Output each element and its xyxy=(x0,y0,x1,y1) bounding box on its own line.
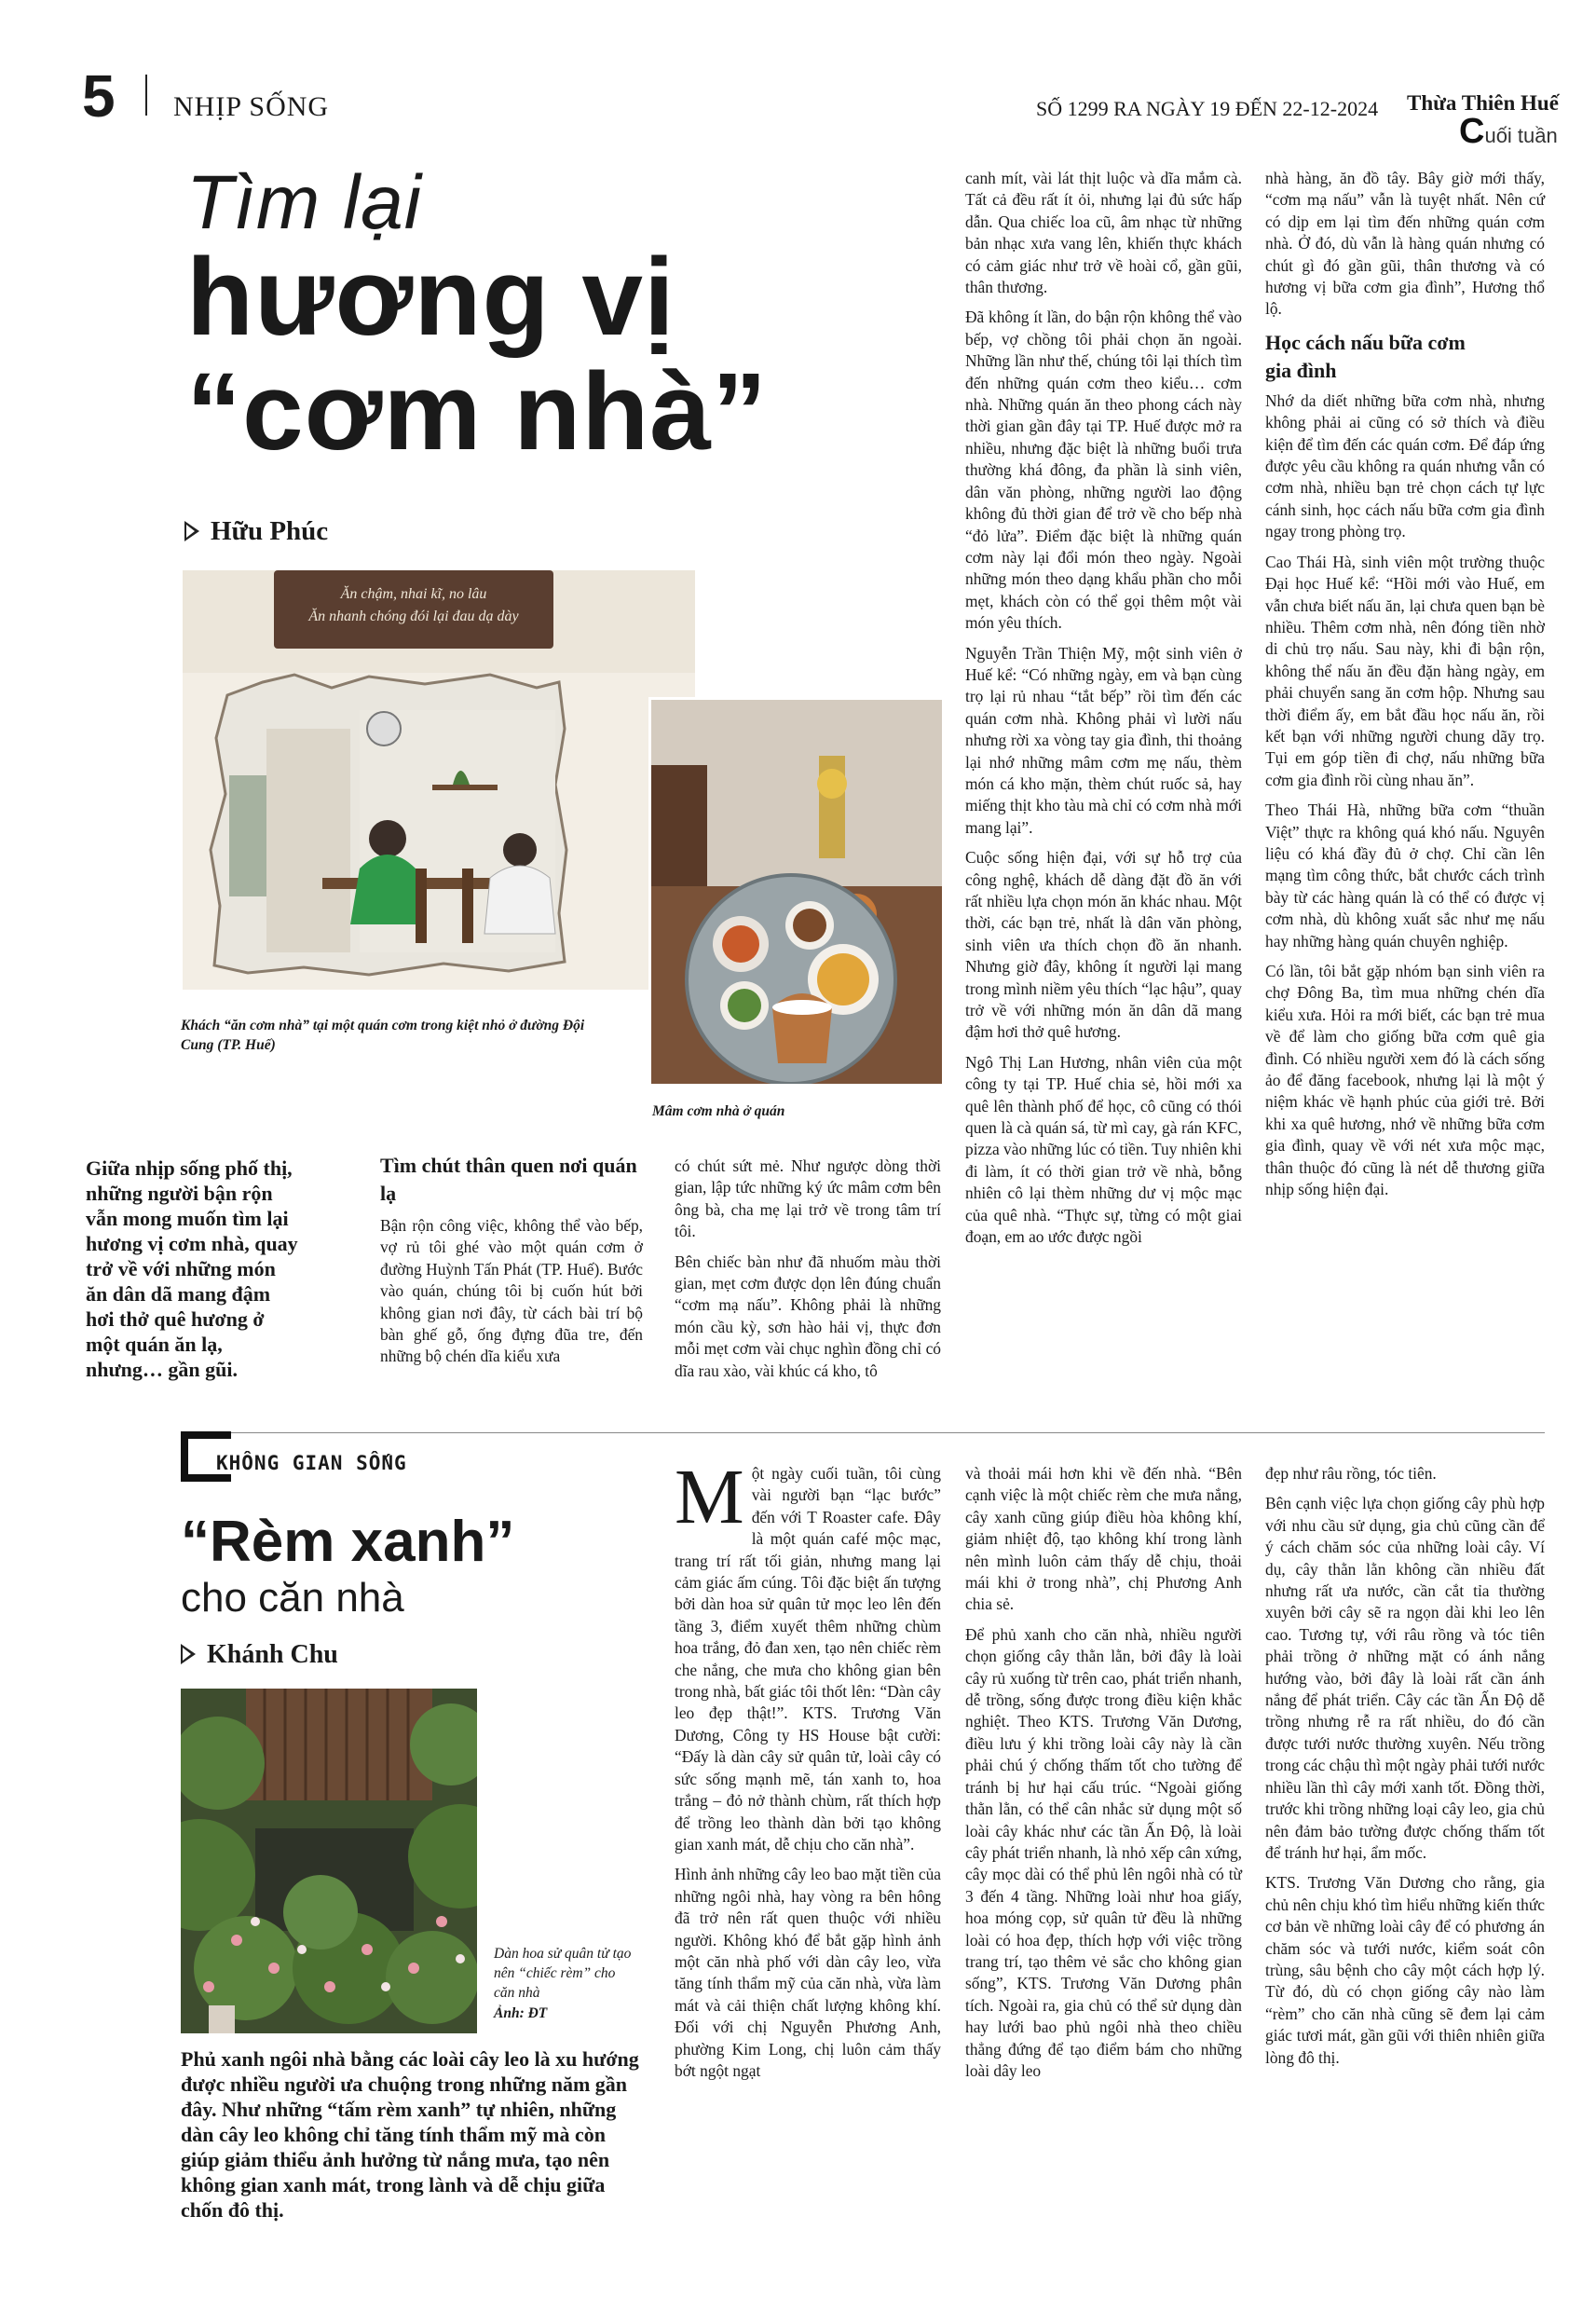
title-line-1: Tìm lại xyxy=(186,160,422,245)
paragraph: Cuộc sống hiện đại, với sự hỗ trợ của công nghệ, khách dễ dàng đặt đồ ăn với rất nhiều lựa chọn món ăn khác nhau. Một thời, các bạn trẻ, nhất là dân văn phòng, sinh viên ưa thích chọn đồ ăn nhanh. Nhưng giờ đây, không ít người lại mang trong mình niềm yêu thích “lạc hậu”, quay trở về với những món ăn dân dã mang đậm hơi thở quê hương. xyxy=(965,848,1242,1042)
paragraph: Nhớ da diết những bữa cơm nhà, nhưng không phải ai cũng có sở thích và điều kiện để tìm đến các quán cơm. Để đáp ứng được yêu cầu không ra quán nhưng vẫn có cơm nhà, nhiều bạn trẻ chọn cách tự lực cánh sinh, học cách nấu bữa cơm gia đình ngay trong phòng trọ. xyxy=(1265,390,1545,541)
article1-title xyxy=(186,160,768,475)
triangle-icon xyxy=(181,1644,196,1664)
paragraph: Đã không ít lần, do bận rộn không thể vào bếp, vợ chồng tôi phải chọn ăn ngoài. Những lần như thế, chúng tôi lại thích tìm đến những quán cơm theo kiểu… cơm nhà. Những quán ăn theo phong cách này thời gian gần đây tại TP. Huế được mở ra nhiều, nhưng đặc biệt là những buổi trưa thường khá đông, đa phần là sinh viên, dân văn phòng, những người lao động không đủ thời gian để trở về cho bếp nhà “đỏ lửa”. Điểm đặc biệt là những quán cơm này lại đổi món theo ngày. Ngoài những món theo dạng khẩu phần cho mỗi mẹt, khách còn có thể gọi thêm một vài món yêu thích. xyxy=(965,308,1242,633)
paragraph: và thoải mái hơn khi về đến nhà. “Bên cạnh việc là một chiếc rèm che mưa nắng, cây xanh cũng giúp điều hòa không khí, giảm nhiệt độ, tạo không khí trong lành nên mình luôn cảm thấy dễ chịu, thoải mái khi ở trong nhà”, chị Phương Anh chia sẻ. xyxy=(965,1464,1242,1614)
paragraph: KTS. Trương Văn Dương cho rằng, gia chủ nên chịu khó tìm hiểu những kiến thức cơ bản về những loài cây để có phương án chăm sóc và tưới nước, kiểm soát côn trùng, sâu bệnh cho cây một cách hợp lý. Từ đó, dù có chọn giống cây nào làm “rèm” cho căn nhà cũng sẽ đem lại cảm giác tươi mát, gần gũi với thiên nhiên giữa lòng đô thị. xyxy=(1265,1873,1545,2067)
subheading-1: Tìm chút thân quen nơi quán lạ xyxy=(380,1154,637,1205)
title-line-2: cho căn nhà xyxy=(181,1575,404,1621)
paragraph: đẹp như râu rồng, tóc tiên. xyxy=(1265,1464,1437,1483)
photo-restaurant xyxy=(183,570,695,990)
issue-info: SỐ 1299 RA NGÀY 19 ĐẾN 22-12-2024 xyxy=(1036,97,1379,120)
author-byline-2 xyxy=(181,1640,338,1670)
paragraph: Ngô Thị Lan Hương, nhân viên của một công ty tại TP. Huế chia sẻ, hồi mới xa quê lên thành phố để học, cô cũng có thói quen là cà quán sá, từ mì cay, gà rán KFC, pizza vào những lúc có tiền. Tuy nhiên khi đi làm, ít có thời gian trở về nhà, bỗng nhiên cô lại thèm những dư vị mộc mạc của quê nhà. “Thực sự, từng có một giai đoạn, em ao ước được ngồi xyxy=(965,1052,1242,1247)
paragraph: nhà hàng, ăn đồ tây. Bây giờ mới thấy, “cơm mạ nấu” vẫn là tuyệt nhất. Nên cứ có dịp em lại tìm đến những quán cơm nhà. Ở đó, dù vẫn là hàng quán nhưng có chút gì đó gần gũi, thân thương và có hương vị bữa cơm gia đình”, Hương thổ lộ. xyxy=(1265,169,1545,319)
page-number: 5 xyxy=(82,62,116,130)
paragraph-text: ột ngày cuối tuần, tôi cùng vài người bạn “lạc bước” đến với T Roaster cafe. Đây là một quán café mộc mạc, trang trí rất tối giản, nhưng mang lại cảm giác ấm cúng. Tôi đặc biệt ấn tượng bởi dàn hoa sử quân tử mọc leo lên đến tầng 3, điểm xuyết thêm những chùm hoa trắng, đỏ đan xen, tạo nên chiếc rèm che nắng, che mưa cho không gian bên trong nhà, bất giác tôi thốt lên: “Dàn cây leo đẹp thật!”. KTS. Trương Văn Dương, Công ty HS House bật cười: “Đấy là dàn cây sử quân tử, loài cây có sức sống mạnh mẽ, tán xanh to, hoa trắng – đỏ nở thành chùm, rất thích hợp để trồng leo thành dàn bởi tạo không gian xanh mát, dễ chịu cho căn nhà”. xyxy=(675,1464,941,1854)
paragraph: Bên cạnh việc lựa chọn giống cây phù hợp với nhu cầu sử dụng, gia chủ cũng cần để ý cách chăm sóc của những loài cây. Ví dụ, cây thằn lằn không cần nhiều đất nhưng rất ưa nước, cần cắt tỉa thường xuyên bởi cây sẽ ra ngọn dài khi leo lên cao. Tương tự, với râu rồng và tóc tiên phải trồng ở những mặt có ánh nắng hướng vào, bởi đây là loài rất cần ánh nắng để phát triển. Cây các tần Ấn Độ dễ trồng nhưng rễ ra rất nhiều, do đó cần được tưới nước thường xuyên. Nếu trồng trong các chậu thì một ngày phải tưới nước nhiều lần thì cây mới xanh tốt. Đồng thời, trước khi trồng những loại cây leo, gia chủ nên đảm bảo tường được chống thấm tốt để tránh hư hại, ẩm mốc. xyxy=(1265,1494,1545,1862)
photo-tray xyxy=(648,697,945,1087)
section-divider xyxy=(181,1432,1545,1433)
article2-column-3 xyxy=(675,1454,941,2090)
author-name: Hữu Phúc xyxy=(211,516,329,546)
photo-green-curtain xyxy=(181,1689,477,2033)
header-divider xyxy=(145,75,147,116)
article2-column-4 xyxy=(965,1463,1242,2090)
sign-line-1: Ăn chậm, nhai kĩ, no lâu xyxy=(340,586,487,602)
article1-column-3 xyxy=(675,1156,941,1390)
paragraph: Cao Thái Hà, sinh viên một trường thuộc Đại học Huế kể: “Hồi mới vào Huế, em vẫn chưa biết nấu ăn, lại chưa quen bạn bè nhiều. Thêm cơm nhà, nên đóng tiền nhờ di chủ trọ nấu. Sau này, khi đi bận rộn, không thể nấu ăn đều đặn hàng ngày, em phải chuyển sang ăn cơm hộp. Nhưng sau thời điểm ấy, em bắt đầu học nấu ăn, rồi kết bạn với những người chung dãy trọ. Tụi em góp tiền đi chợ, nấu những bữa cơm gia đình rồi cùng nhau ăn”. xyxy=(1265,552,1545,789)
paragraph: Hình ảnh những cây leo bao mặt tiền của những ngôi nhà, hay vòng ra bên hông đã trở nên rất quen thuộc với nhiều người. Không khó để bắt gặp hình ảnh một căn nhà phố với dàn cây leo, vừa tăng tính thẩm mỹ của căn nhà, vừa làm mát và cải thiện chất lượng không khí. Đối với chị Nguyễn Phương Anh, phường Kim Long, chị luôn cảm thấy bớt ngột ngạt xyxy=(675,1865,941,2080)
article2-section-label: KHÔNG GIAN SỐNG xyxy=(216,1452,407,1474)
article1-column-5 xyxy=(1265,168,1545,1209)
author-byline xyxy=(184,516,328,547)
photo-caption-2: Mâm cơm nhà ở quán xyxy=(652,1103,785,1119)
sign-line-2: Ăn nhanh chóng đói lại đau dạ dày xyxy=(308,609,519,624)
article2-lead: Phủ xanh ngôi nhà bằng các loài cây leo là xu hướng được nhiều người ưa chuộng trong những năm gần đây. Như những “tấm rèm xanh” tự nhiên, những dàn cây leo không chỉ tăng tính thẩm mỹ mà còn giúp giảm thiểu ảnh hưởng từ nắng mưa, tạo nên không gian xanh mát, trong lành và dễ chịu giữa chốn đô thị. xyxy=(181,2047,639,2222)
paragraph: có chút sứt mẻ. Như ngược dòng thời gian, lập tức những ký ức mâm cơm bên ông bà, cha mẹ lại trở về trong tâm trí tôi. xyxy=(675,1156,941,1241)
wall-sign xyxy=(274,570,553,649)
title-line-2: hương vị xyxy=(186,236,675,359)
photo-green-curtain-illustration xyxy=(181,1689,477,2033)
paragraph: canh mít, vài lát thịt luộc và dĩa mắm cà. Tất cả đều rất ít ỏi, nhưng lại đủ sức hấp dẫn. Qua chiếc loa cũ, âm nhạc từ những bản nhạc xưa vang lên, khiến thực khách có cảm giác như trở về hoài cổ, gần gũi, thân thương. xyxy=(965,169,1242,297)
article2-title xyxy=(181,1510,514,1621)
photo-tray-illustration xyxy=(651,700,945,1087)
photo-caption-3: Dàn hoa sử quân tử tạo nên “chiếc rèm” cho căn nhà xyxy=(494,1946,632,2001)
paragraph: Bên chiếc bàn như đã nhuốm màu thời gian, mẹt cơm được dọn lên đúng chuẩn “cơm mạ nấu”. Không phải là những món cầu kỳ, sơn hào hải vị, thực đơn mỗi mẹt cơm vài chục nghìn đồng chỉ có dĩa rau xào, vài khúc cá kho, tô xyxy=(675,1252,941,1380)
article1-lead: Giữa nhịp sống phố thị, những người bận rộn vẫn mong muốn tìm lại hương vị cơm nhà, quay trở về với những món ăn dân dã mang đậm hơi thở quê hương ở một quán ăn lạ, nhưng… gần gũi. xyxy=(86,1156,298,1381)
paragraph xyxy=(675,1454,941,1855)
triangle-icon xyxy=(184,521,199,541)
paragraph: Để phủ xanh cho căn nhà, nhiều người chọn giống cây thằn lằn, bởi đây là loài cây rủ xuống từ trên cao, phát triển nhanh, dễ trồng, sống được trong điều kiện khắc nghiệt. Theo KTS. Trương Văn Dương, điều lưu ý khi trồng loài cây này là cần phải chú ý chống thấm tốt cho tường để tránh bị hư hại cấu trúc. “Ngoài giống thằn lằn, có thể cân nhắc sử dụng một số loài cây khác như các tần Ấn Độ, là loài cây phát triển nhanh, là nhỏ xếp cân xứng, cây mọc dài có thể phủ lên ngôi nhà có từ 3 đến 4 tầng. Những loài như hoa giấy, hoa móng cọp, sử quân tử đều là những loài có hoa đẹp, thích hợp với việc trồng trang trí, tạo thêm vẻ sắc cho không gian sống”, KTS. Trương Văn Dương phân tích. Ngoài ra, gia chủ có thể sử dụng dàn hay lưới bao phủ ngôi nhà theo chiều thẳng đứng để tạo điểm bám cho những loài dây leo xyxy=(965,1624,1242,2080)
photo-caption-1: Khách “ăn cơm nhà” tại một quán cơm trong kiệt nhỏ ở đường Đội Cung (TP. Huế) xyxy=(181,1018,585,1053)
brand-c: C xyxy=(1459,112,1485,151)
brand-bottom: uối tuần xyxy=(1484,124,1558,147)
author-name: Khánh Chu xyxy=(207,1640,338,1669)
drop-cap: M xyxy=(675,1454,744,1540)
article1-column-4 xyxy=(965,168,1242,1257)
paragraph: Nguyễn Trần Thiện Mỹ, một sinh viên ở Huế kể: “Có những ngày, em và bạn cùng trọ lại rủ nhau “tắt bếp” rồi tìm đến các quán cơm nhà. Không phải vì lười nấu nhưng rời xa vòng tay gia đình, thi thoảng lại nhớ những mâm cơm mẹ nấu, thèm món cá kho mặn, thèm chút ruốc sả, hay miếng thịt kho tàu mà chỉ có cơm nhà mới mang lại”. xyxy=(965,643,1242,837)
photo-credit: Ảnh: ĐT xyxy=(494,2005,548,2021)
brand-logo xyxy=(1407,91,1559,157)
paragraph: Có lần, tôi bắt gặp nhóm bạn sinh viên ra chợ Đông Ba, tìm mua những chén dĩa kiểu xưa. Hỏi ra mới biết, các bạn trẻ mua về để làm cho giống bữa cơm quê gia đình. Có nhiều người xem đó là cách sống ảo để đăng facebook, nhưng lại là một ý niệm khác về hạnh phúc của giới trẻ. Bởi khi xa quê hương, nhớ về những bữa cơm gia đình, quay về với nét xưa mộc mạc, thân thuộc đó cũng là nét dễ thương giữa nhịp sống hiện đại. xyxy=(1265,962,1545,1199)
article1-column-2 xyxy=(380,1152,643,1376)
section-label: NHỊP SỐNG xyxy=(173,91,330,122)
paragraph: Bận rộn công việc, không thể vào bếp, vợ rủ tôi ghé vào một quán cơm ở đường Huỳnh Tấn Phát (TP. Huế). Bước vào quán, chúng tôi bị cuốn hút bởi không gian nơi đây, từ cách bài trí bộ bàn ghế gỗ, ống đựng đũa tre, đến những bộ chén dĩa kiểu xưa xyxy=(380,1216,643,1366)
paragraph: Theo Thái Hà, những bữa cơm “thuần Việt” thực ra không quá khó nấu. Nguyên liệu có khá đầy đủ ở chợ. Chỉ cần lên mạng tìm công thức, bắt chước cách trình bày từ các hàng quán là có thể có được vị cơm nhà, dù không xuất sắc như mẹ nấu hay những hàng quán chuyên nghiệp. xyxy=(1265,800,1545,951)
brand-top: Thừa Thiên Huế xyxy=(1407,91,1559,115)
title-line-3: “cơm nhà” xyxy=(186,350,769,473)
article2-column-5 xyxy=(1265,1463,1545,2077)
subheading-2: Học cách nấu bữa cơm gia đình xyxy=(1265,330,1466,382)
title-line-1: “Rèm xanh” xyxy=(181,1510,515,1574)
